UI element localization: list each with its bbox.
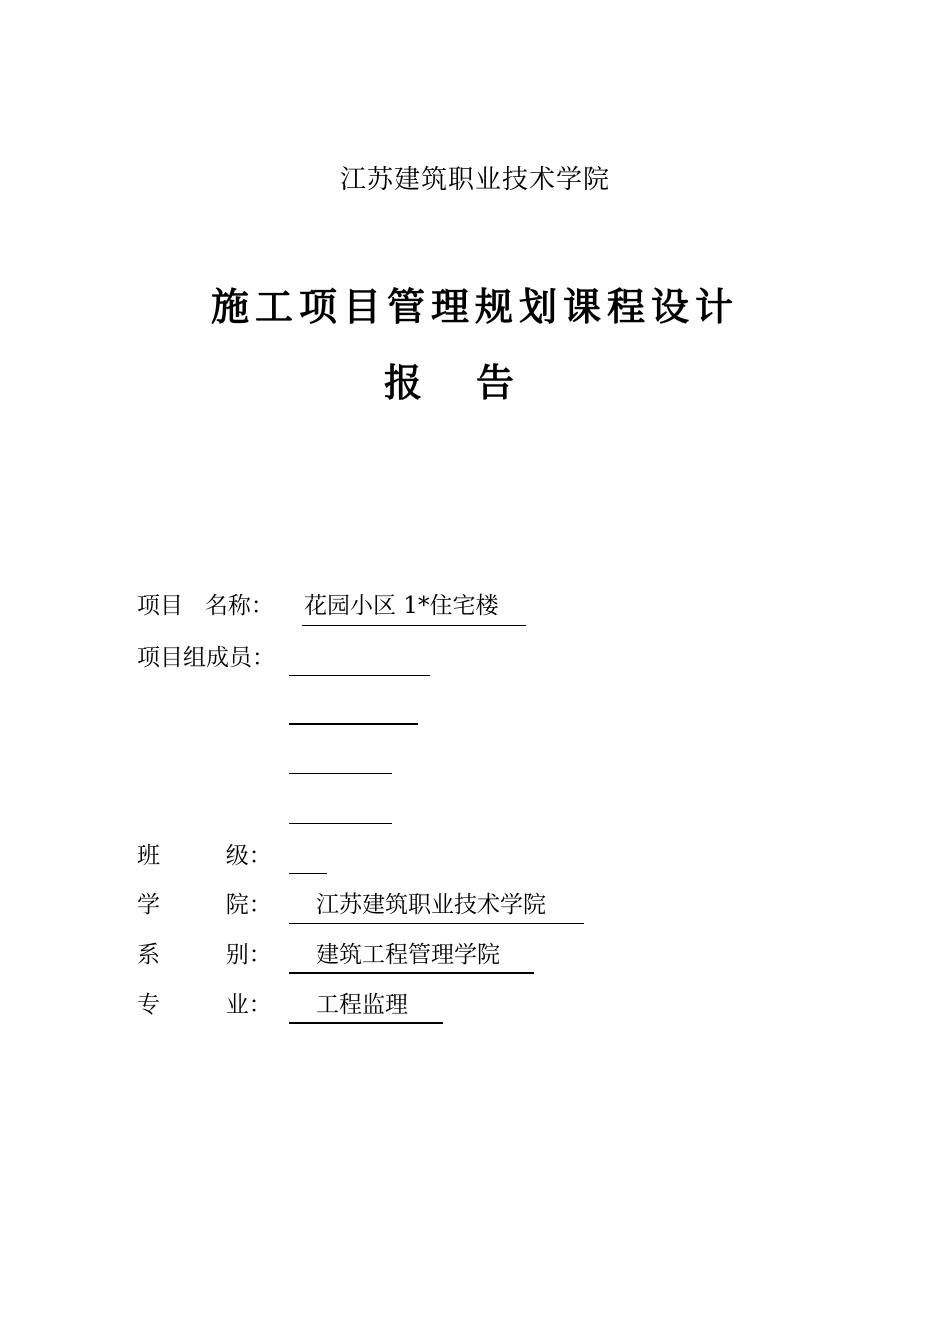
class-label: 班 级： [137, 843, 272, 869]
member-1-underline [289, 675, 430, 676]
report-title: 施工项目管理规划课程设计 [210, 284, 739, 329]
class-underline [289, 873, 327, 874]
college-value: 江苏建筑职业技术学院 [316, 892, 546, 918]
project-name-underline [302, 625, 526, 626]
member-2-underline [289, 723, 418, 725]
school-name-header: 江苏建筑职业技术学院 [339, 165, 610, 195]
member-3-underline [289, 773, 392, 774]
college-underline [289, 923, 584, 924]
department-underline [289, 972, 534, 974]
major-underline [289, 1022, 443, 1024]
major-label: 专 业： [137, 992, 272, 1018]
project-name-value: 花园小区 1*住宅楼 [304, 593, 499, 619]
subtitle-char-left: 报 [384, 360, 423, 405]
department-value: 建筑工程管理学院 [316, 942, 500, 968]
members-label: 项目组成员： [137, 645, 275, 671]
member-4-underline [289, 823, 392, 824]
report-subtitle [384, 356, 514, 410]
department-label: 系 别： [137, 942, 272, 968]
subtitle-char-right: 告 [476, 360, 515, 405]
major-value: 工程监理 [316, 992, 408, 1018]
college-label: 学 院： [137, 892, 272, 918]
project-name-label: 项目 名称： [137, 593, 274, 619]
